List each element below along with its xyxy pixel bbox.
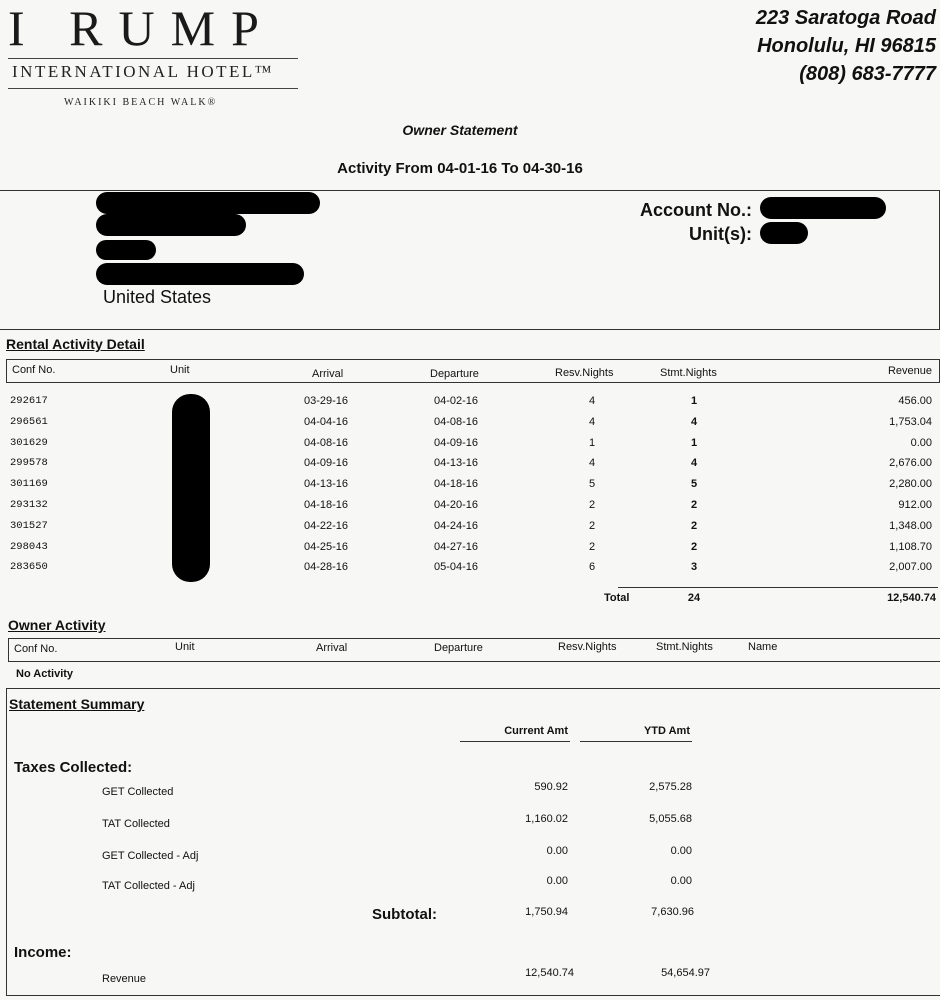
departure-cell: 04-02-16 bbox=[434, 395, 479, 407]
hotel-logo-location: WAIKIKI BEACH WALK® bbox=[64, 97, 218, 108]
col-header-departure: Departure bbox=[430, 368, 479, 380]
tax-label: TAT Collected bbox=[102, 818, 170, 830]
tax-current-amt: 0.00 bbox=[546, 845, 568, 857]
tax-ytd-amt: 0.00 bbox=[670, 875, 692, 887]
page-title: Owner Statement bbox=[402, 122, 518, 138]
resv-nights-cell: 4 bbox=[588, 457, 596, 470]
redacted-owner-name bbox=[96, 192, 320, 214]
col-header-unit: Unit bbox=[170, 364, 190, 376]
departure-cell: 04-09-16 bbox=[434, 436, 479, 449]
units-label: Unit(s): bbox=[689, 224, 752, 244]
resv-nights-cell: 2 bbox=[588, 499, 596, 511]
tax-current-amt: 590.92 bbox=[534, 781, 568, 793]
arrival-cell: 04-18-16 bbox=[304, 499, 349, 511]
oa-col-resv-nights: Resv.Nights bbox=[558, 641, 617, 653]
col-header-resv-nights: Resv.Nights bbox=[555, 367, 614, 379]
income-current-amt: 12,540.74 bbox=[525, 967, 574, 979]
departure-cell: 05-04-16 bbox=[434, 561, 479, 574]
stmt-nights-cell: 2 bbox=[690, 499, 698, 511]
revenue-cell: 912.00 bbox=[898, 499, 932, 511]
statement-summary-heading: Statement Summary bbox=[9, 696, 145, 712]
col-header-conf: Conf No. bbox=[12, 364, 56, 376]
tax-current-amt: 0.00 bbox=[546, 875, 568, 887]
tax-label: GET Collected - Adj bbox=[102, 850, 199, 862]
statement-period: Activity From 04-01-16 To 04-30-16 bbox=[337, 160, 583, 177]
subtotal-ytd: 7,630.96 bbox=[651, 906, 694, 918]
hotel-logo-subtitle: INTERNATIONAL HOTEL™ bbox=[12, 62, 274, 81]
col-header-arrival: Arrival bbox=[312, 368, 344, 380]
redacted-unit-column bbox=[172, 394, 210, 582]
redacted-address-line bbox=[96, 214, 246, 236]
resv-nights-cell: 2 bbox=[588, 519, 596, 532]
oa-col-arrival: Arrival bbox=[316, 642, 348, 654]
revenue-cell: 2,280.00 bbox=[889, 478, 932, 491]
stmt-nights-cell: 4 bbox=[690, 415, 698, 428]
conf-no-cell: 299578 bbox=[10, 457, 48, 470]
logo-divider bbox=[8, 58, 298, 59]
stmt-nights-cell: 2 bbox=[690, 519, 698, 532]
stmt-nights-cell: 2 bbox=[690, 540, 698, 553]
arrival-cell: 04-13-16 bbox=[304, 478, 349, 491]
subtotal-label: Subtotal: bbox=[372, 906, 437, 923]
departure-cell: 04-13-16 bbox=[434, 457, 479, 470]
address-street: 223 Saratoga Road bbox=[755, 7, 936, 29]
col-current-rule bbox=[460, 741, 570, 742]
oa-col-stmt-nights: Stmt.Nights bbox=[656, 641, 713, 653]
tax-ytd-amt: 5,055.68 bbox=[649, 813, 692, 825]
logo-divider bbox=[8, 88, 298, 89]
revenue-cell: 1,108.70 bbox=[889, 540, 932, 553]
arrival-cell: 04-25-16 bbox=[304, 540, 349, 553]
departure-cell: 04-20-16 bbox=[434, 499, 479, 511]
arrival-cell: 04-08-16 bbox=[304, 436, 349, 449]
conf-no-cell: 296561 bbox=[10, 415, 48, 428]
total-rule bbox=[618, 587, 938, 588]
resv-nights-cell: 2 bbox=[588, 540, 596, 553]
col-current-amt: Current Amt bbox=[504, 725, 568, 737]
arrival-cell: 04-09-16 bbox=[304, 457, 349, 470]
revenue-cell: 2,007.00 bbox=[889, 561, 932, 574]
arrival-cell: 04-04-16 bbox=[304, 415, 349, 428]
conf-no-cell: 301169 bbox=[10, 478, 48, 491]
stmt-nights-cell: 1 bbox=[690, 436, 698, 449]
revenue-cell: 0.00 bbox=[910, 436, 932, 449]
conf-no-cell: 292617 bbox=[10, 395, 48, 407]
resv-nights-cell: 4 bbox=[588, 395, 596, 407]
income-ytd-amt: 54,654.97 bbox=[661, 967, 710, 979]
no-activity-text: No Activity bbox=[16, 668, 74, 680]
redacted-unit bbox=[760, 222, 808, 244]
redacted-address-line bbox=[96, 240, 156, 260]
tax-label: TAT Collected - Adj bbox=[102, 880, 195, 892]
revenue-cell: 2,676.00 bbox=[889, 457, 932, 470]
income-item-label: Revenue bbox=[102, 973, 147, 985]
tax-ytd-amt: 2,575.28 bbox=[649, 781, 692, 793]
redacted-address-line bbox=[96, 263, 304, 285]
conf-no-cell: 293132 bbox=[10, 499, 48, 511]
stmt-nights-cell: 1 bbox=[690, 395, 698, 407]
address-city: Honolulu, HI 96815 bbox=[757, 35, 936, 57]
oa-col-conf: Conf No. bbox=[14, 643, 58, 655]
hotel-logo-name: I RUMP bbox=[8, 0, 275, 56]
resv-nights-cell: 1 bbox=[588, 436, 596, 449]
arrival-cell: 04-22-16 bbox=[304, 519, 349, 532]
resv-nights-cell: 4 bbox=[588, 415, 596, 428]
oa-col-unit: Unit bbox=[175, 641, 195, 653]
col-header-revenue: Revenue bbox=[887, 365, 932, 377]
oa-col-departure: Departure bbox=[434, 642, 483, 654]
tax-label: GET Collected bbox=[102, 786, 174, 798]
subtotal-current: 1,750.94 bbox=[525, 906, 568, 918]
owner-activity-heading: Owner Activity bbox=[8, 617, 106, 633]
conf-no-cell: 298043 bbox=[10, 540, 48, 553]
owner-country: United States bbox=[103, 287, 212, 307]
tax-current-amt: 1,160.02 bbox=[525, 813, 568, 825]
oa-col-name: Name bbox=[748, 641, 778, 653]
address-phone: (808) 683-7777 bbox=[799, 63, 936, 85]
stmt-nights-cell: 5 bbox=[690, 478, 698, 491]
arrival-cell: 03-29-16 bbox=[304, 395, 349, 407]
col-ytd-rule bbox=[580, 741, 692, 742]
resv-nights-cell: 6 bbox=[588, 561, 596, 574]
conf-no-cell: 301629 bbox=[10, 436, 48, 449]
stmt-nights-cell: 3 bbox=[690, 561, 698, 574]
tax-ytd-amt: 0.00 bbox=[670, 845, 692, 857]
departure-cell: 04-24-16 bbox=[434, 519, 479, 532]
total-revenue: 12,540.74 bbox=[887, 592, 936, 604]
departure-cell: 04-27-16 bbox=[434, 540, 479, 553]
revenue-cell: 1,753.04 bbox=[889, 415, 932, 428]
conf-no-cell: 283650 bbox=[10, 561, 48, 574]
redacted-account-no bbox=[760, 197, 886, 219]
total-label: Total bbox=[604, 592, 630, 604]
revenue-cell: 1,348.00 bbox=[889, 519, 932, 532]
col-ytd-amt: YTD Amt bbox=[643, 725, 690, 737]
account-no-label: Account No.: bbox=[640, 200, 752, 220]
conf-no-cell: 301527 bbox=[10, 519, 48, 532]
total-nights: 24 bbox=[687, 592, 701, 604]
stmt-nights-cell: 4 bbox=[690, 457, 698, 470]
departure-cell: 04-08-16 bbox=[434, 415, 479, 428]
resv-nights-cell: 5 bbox=[588, 478, 596, 491]
departure-cell: 04-18-16 bbox=[434, 478, 479, 491]
arrival-cell: 04-28-16 bbox=[304, 561, 349, 574]
col-header-stmt-nights: Stmt.Nights bbox=[660, 367, 717, 379]
revenue-cell: 456.00 bbox=[898, 395, 932, 407]
taxes-collected-label: Taxes Collected: bbox=[14, 759, 133, 776]
rental-activity-heading: Rental Activity Detail bbox=[6, 336, 145, 352]
income-label: Income: bbox=[14, 944, 72, 961]
